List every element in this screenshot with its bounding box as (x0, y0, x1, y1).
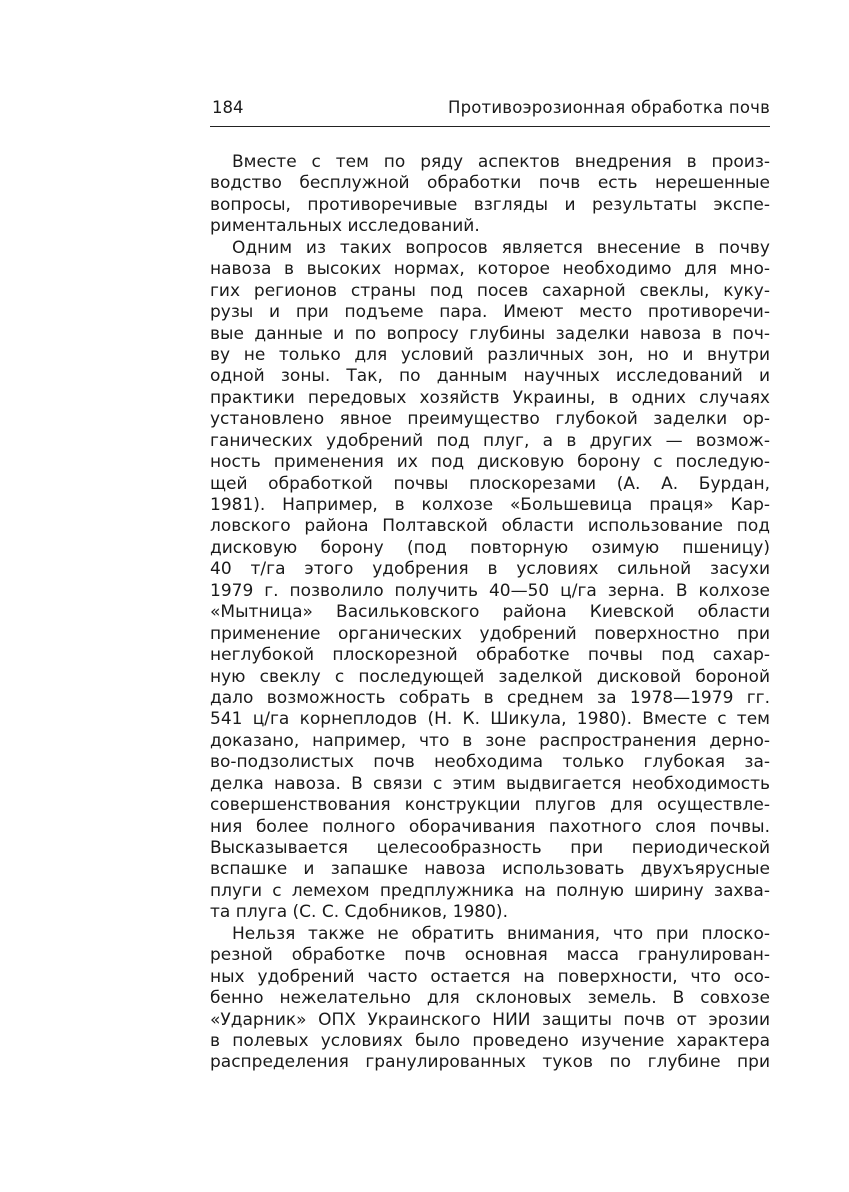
text-line: в полевых условиях было проведено изучение характера (210, 1030, 770, 1051)
text-line: дисковую борону (под повторную озимую пшеницу) (210, 537, 770, 558)
text-line: щей обработкой почвы плоскорезами (А. А. Бурдан, (210, 473, 770, 494)
text-line: «Мытница» Васильковского района Киевской области (210, 602, 770, 623)
text-line: бенно нежелательно для склоновых земель. В совхозе (210, 988, 770, 1009)
text-line: ву не только для условий различных зон, но и внутри (210, 344, 770, 365)
text-line: неглубокой плоскорезной обработке почвы под сахар- (210, 645, 770, 666)
text-line: водство бесплужной обработки почв есть нерешенные (210, 173, 770, 194)
text-line: применение органических удобрений поверхностно при (210, 623, 770, 644)
text-line: навоза в высоких нормах, которое необходимо для мно- (210, 259, 770, 280)
text-line: та плуга (С. С. Сдобников, 1980). (210, 902, 508, 923)
running-head (210, 94, 770, 127)
text-line: Высказывается целесообразность при периодической (210, 838, 770, 858)
text-line: Одним из таких вопросов является внесение в почву (232, 237, 770, 258)
text-line: рузы и при подъеме пара. Имеют место противоречи- (210, 302, 770, 323)
paragraph (210, 238, 770, 924)
text-line: риментальных исследований. (210, 216, 480, 237)
text-line: распределения гранулированных туков по глубине при (210, 1052, 770, 1073)
paragraph (210, 924, 770, 1074)
text-line: 541 ц/га корнеплодов (Н. К. Шикула, 1980). Вместе с тем (210, 709, 770, 730)
text-line: 1981). Например, в колхозе «Большевица праця» Кар- (210, 495, 770, 515)
text-line: дало возможность собрать в среднем за 1978—1979 гг. (210, 687, 770, 708)
text-line: 1979 г. позволило получить 40—50 ц/га зерна. В колхозе (210, 580, 770, 601)
text-line: во-подзолистых почв необходима только глубокая за- (210, 752, 770, 773)
text-line: «Ударник» ОПХ Украинского НИИ защиты почв от эрозии (210, 1009, 770, 1030)
text-line: практики передовых хозяйств Украины, в одних случаях (210, 387, 770, 408)
text-line: Нельзя также не обратить внимания, что при плоско- (232, 923, 770, 944)
paragraph (210, 152, 770, 238)
text-line: ния более полного оборачивания пахотного слоя почвы. (210, 816, 770, 837)
text-line: вспашке и запашке навоза использовать двухъярусные (210, 859, 770, 880)
text-line: Вместе с тем по ряду аспектов внедрения в произ- (232, 152, 770, 172)
text-line: вые данные и по вопросу глубины заделки навоза в поч- (210, 323, 770, 344)
running-title: Противоэрозионная обработка почв (447, 98, 770, 117)
text-line: одной зоны. Так, по данным научных исследований и (210, 366, 770, 387)
text-line: ловского района Полтавской области использование под (210, 516, 770, 537)
text-line: резной обработке почв основная масса гранулирован- (210, 945, 770, 966)
text-line: доказано, например, что в зоне распространения дерно- (210, 730, 770, 751)
text-line: ность применения их под дисковую борону с последую- (210, 452, 770, 473)
text-line: ную свеклу с последующей заделкой дисковой бороной (210, 666, 770, 687)
text-line: установлено явное преимущество глубокой заделки ор- (210, 409, 770, 430)
text-line: ных удобрений часто остается на поверхности, что осо- (210, 966, 770, 987)
text-line: делка навоза. В связи с этим выдвигается необходимость (210, 773, 770, 794)
text-line: совершенствования конструкции плугов для осуществле- (210, 795, 770, 816)
text-line: ганических удобрений под плуг, а в других — возмож- (210, 430, 770, 451)
text-line: гих регионов страны под посев сахарной свеклы, куку- (210, 280, 770, 301)
body-text (210, 152, 770, 1074)
page-number: 184 (212, 98, 244, 117)
text-line: 40 т/га этого удобрения в условиях сильной засухи (210, 559, 770, 580)
text-line: вопросы, противоречивые взгляды и результаты экспе- (210, 194, 770, 215)
text-line: плуги с лемехом предплужника на полную ширину захва- (210, 880, 770, 901)
